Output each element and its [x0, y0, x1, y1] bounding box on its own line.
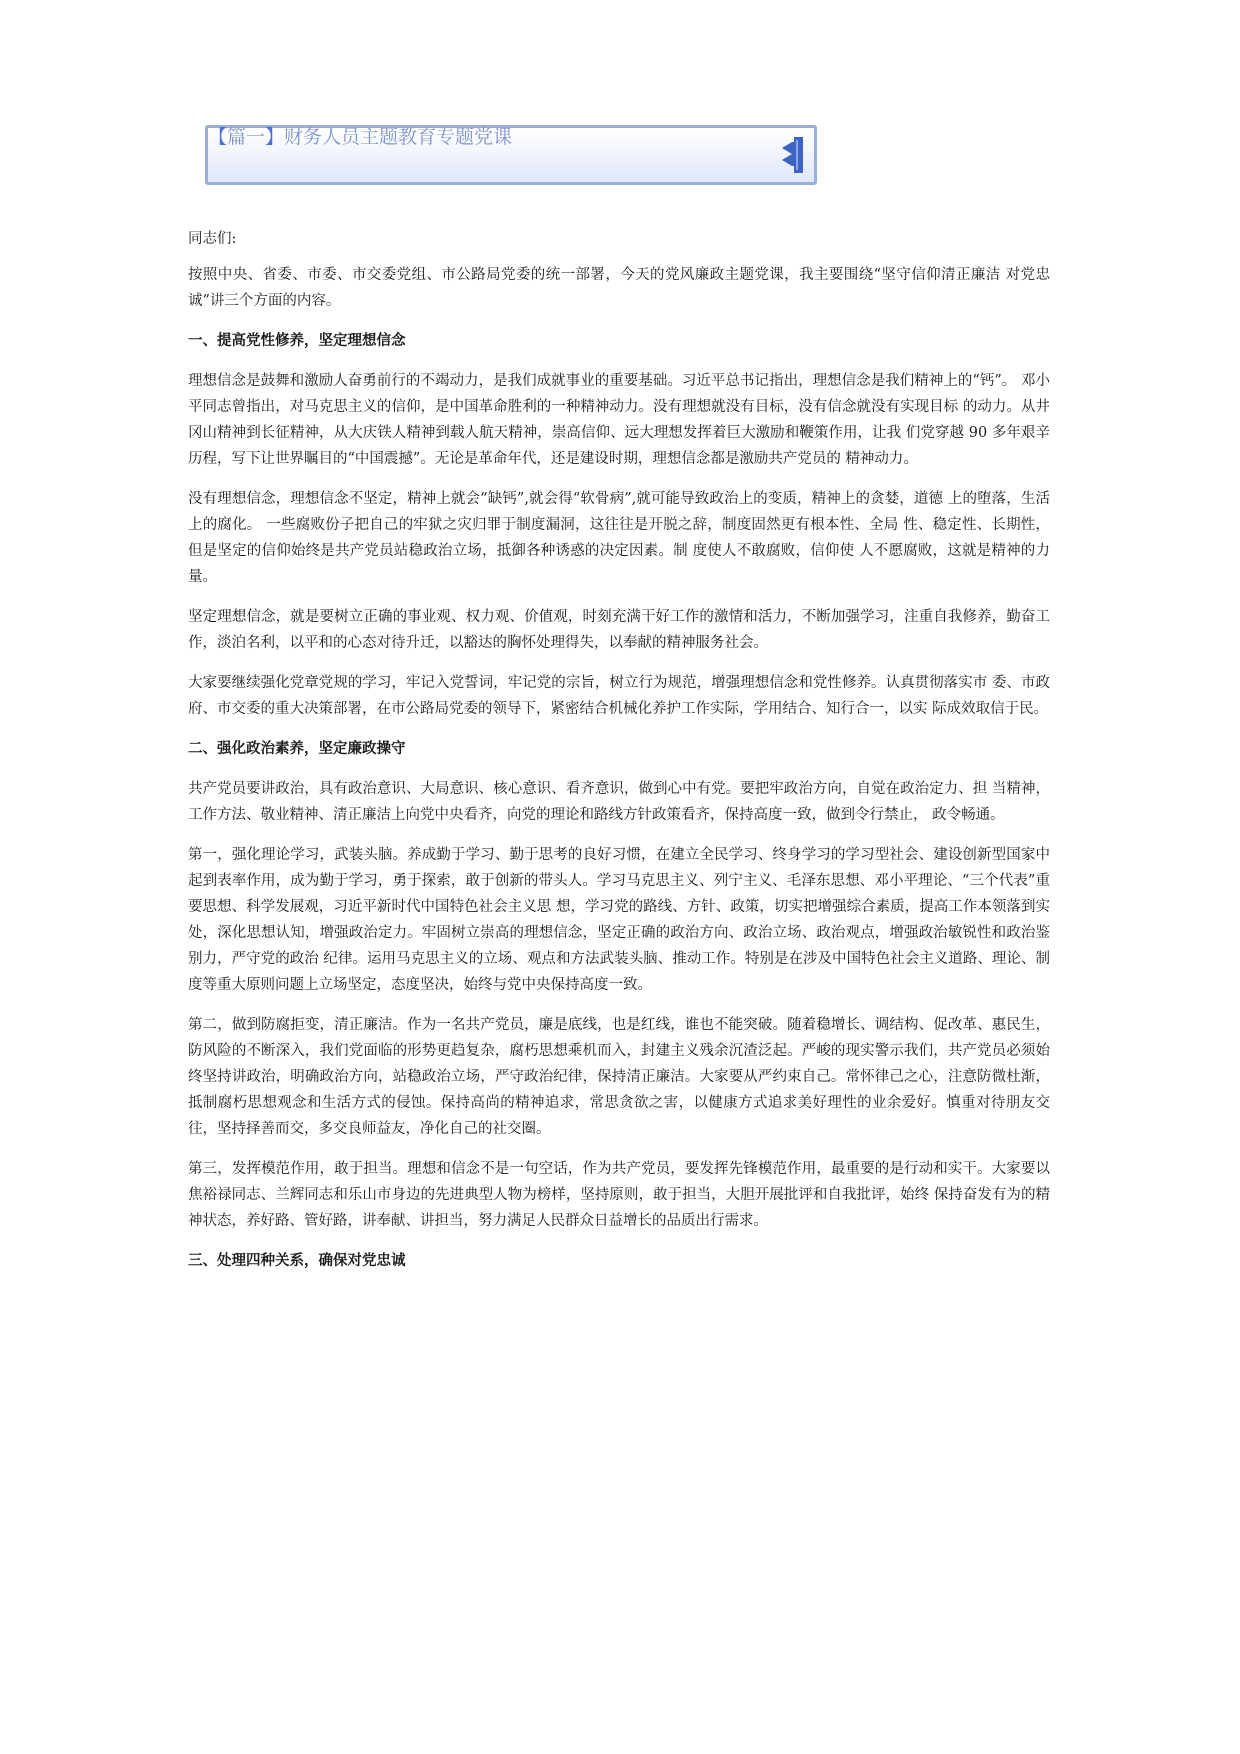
banner-label: 篇一: [227, 126, 266, 148]
paragraph: 坚定理想信念，就是要树立正确的事业观、权力观、价值观，时刻充满干好工作的激情和活力，不断加强学习，注重自我修养，勤奋工作，淡泊名利，以平和的心态对待升迁，以豁达的胸怀处理得失，以奉献的精神服务社会。: [188, 609, 1050, 651]
paragraph: 没有理想信念，理想信念不坚定，精神上就会“缺钙”,就会得“软骨病”,就可能导致政治上的变质，精神上的贪婪，道德 上的堕落，生活上的腐化。 一些腐败份子把自己的牢狱之灾归罪于制度漏洞，这往往是开脱之辞，制度固然更有根本性、全局 性、稳定性、长期性，但是坚定的信仰始终是共产党员站稳政治立场，抵御各种诱惑的决定因素。制 度使人不敢腐败，信仰使 人不愿腐败，这就是精神的力量。: [188, 491, 1050, 585]
paragraph: 第一，强化理论学习，武装头脑。养成勤于学习、勤于思考的良好习惯，在建立全民学习、终身学习的学习型社会、建设创新型国家中起到表率作用，成为勤于学习，勇于探索，敢于创新的带头人。学习马克思主义、列宁主义、毛泽东思想、邓小平理论、“三个代表”重要思想、科学发展观，习近平新时代中国特色社会主义思 想，学习党的路线、方针、政策，切实把增强综合素质，提高工作本领落到实处，深化思想认知，增强政治定力。牢固树立崇高的理想信念，坚定正确的政治方向、政治立场、政治观点，增强政治敏锐性和政治鉴别力，严守党的政治 纪律。运用马克思主义的立场、观点和方法武装头脑、推动工作。特别是在涉及中国特色社会主义道路、理论、制度等重大原则问题上立场坚定，态度坚决，始终与党中央保持高度一致。: [188, 847, 1050, 993]
section-heading: 一、提高党性修养，坚定理想信念: [188, 333, 406, 349]
document-body: [188, 226, 1050, 1288]
paragraph: 大家要继续强化党章党规的学习，牢记入党誓词，牢记党的宗旨，树立行为规范，增强理想信念和党性修养。认真贯彻落实市 委、市政府、市交委的重大决策部署，在市公路局党委的领导下，紧密结合机械化养护工作实际，学用结合、知行合一，以实 际成效取信于民。: [188, 675, 1050, 717]
banner-title: [208, 122, 512, 149]
banner-bracket-close: 】: [265, 126, 285, 148]
paragraph: 第三，发挥模范作用，敢于担当。理想和信念不是一句空话，作为共产党员，要发挥先锋模范作用，最重要的是行动和实干。大家要以焦裕禄同志、兰辉同志和乐山市身边的先进典型人物为榜样，坚持原则，敢于担当，大胆开展批评和自我批评，始终 保持奋发有为的精神状态，养好路、管好路，讲奉献、讲担当，努力满足人民群众日益增长的品质出行需求。: [188, 1161, 1050, 1229]
paragraph: 第二，做到防腐拒变，清正廉洁。作为一名共产党员，廉是底线，也是红线，谁也不能突破。随着稳增长、调结构、促改革、惠民生，防风险的不断深入，我们党面临的形势更趋复杂，腐朽思想乘机而入，封建主义残余沉渣泛起。严峻的现实警示我们，共产党员必须始终坚持讲政治，明确政治方向，站稳政治立场，严守政治纪律，保持清正廉洁。大家要从严约束自己。常怀律己之心，注意防微杜渐，抵制腐朽思想观念和生活方式的侵蚀。保持高尚的精神追求，常思贪欲之害，以健康方式追求美好理性的业余爱好。慎重对待朋友交往，坚持择善而交，多交良师益友，净化自己的社交圈。: [188, 1017, 1050, 1137]
banner-bracket-open: 【: [208, 126, 228, 148]
section-heading: 二、强化政治素养，坚定廉政操守: [188, 741, 406, 757]
intro-paragraph: 按照中央、省委、市委、市交委党组、市公路局党委的统一部署，今天的党风廉政主题党课，我主要围绕“坚守信仰清正廉洁 对党忠诚”讲三个方面的内容。: [188, 267, 1050, 309]
document-banner: [205, 125, 817, 185]
books-icon: [778, 134, 808, 176]
section-heading: 三、处理四种关系，确保对党忠诚: [188, 1253, 406, 1269]
banner-title-text: 财务人员主题教育专题党课: [284, 126, 513, 148]
paragraph: 理想信念是鼓舞和激励人奋勇前行的不竭动力，是我们成就事业的重要基础。习近平总书记指出，理想信念是我们精神上的“钙”。 邓小平同志曾指出，对马克思主义的信仰，是中国革命胜利的一种精神动力。没有理想就没有目标，没有信念就没有实现目标 的动力。从井冈山精神到长征精神，从大庆铁人精神到载人航天精神，崇高信仰、远大理想发挥着巨大激励和鞭策作用，让我 们党穿越 90 多年艰辛历程，写下让世界瞩目的“中国震撼”。无论是革命年代，还是建设时期，理想信念都是激励共产党员的 精神动力。: [188, 373, 1050, 467]
paragraph: 共产党员要讲政治，具有政治意识、大局意识、核心意识、看齐意识，做到心中有党。要把牢政治方向，自觉在政治定力、担 当精神，工作方法、敬业精神、清正廉洁上向党中央看齐，向党的理论和路线方针政策看齐，保持高度一致，做到令行禁止， 政令畅通。: [188, 781, 1050, 823]
greeting: 同志们:: [188, 231, 237, 247]
